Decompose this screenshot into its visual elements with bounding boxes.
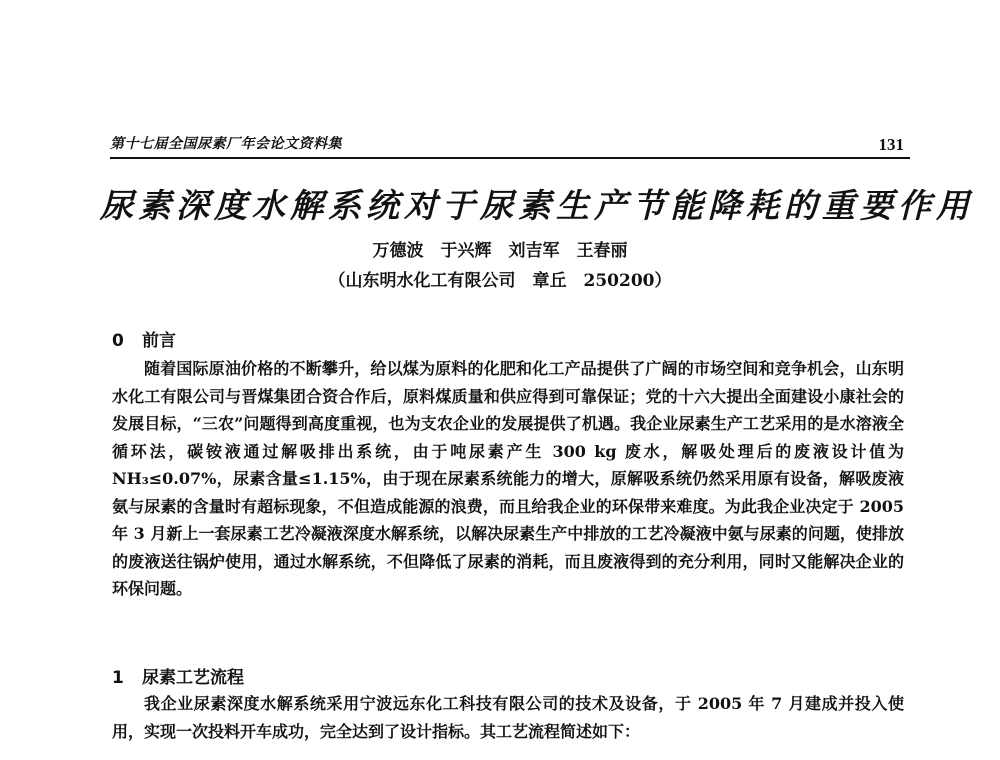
author-list: 万德波 于兴辉 刘吉军 王春丽 bbox=[372, 241, 628, 261]
paper-title: 尿素深度水解系统对于尿素生产节能降耗的重要作用 bbox=[100, 186, 974, 225]
section-title: 尿素工艺流程 bbox=[142, 668, 244, 688]
affiliation: （山东明水化工有限公司 章丘 250200） bbox=[328, 271, 672, 291]
section-number: 0 bbox=[112, 331, 124, 351]
body-paragraph-preface: 随着国际原油价格的不断攀升，给以煤为原料的化肥和化工产品提供了广阔的市场空间和竞争机会，山东明水化工有限公司与晋煤集团合资合作后，原料煤质量和供应得到可靠保证；党的十六大提出全面建设小康社会的发展目标，“三农”问题得到高度重视，也为支农企业的发展提供了机遇。我企业尿素生产工艺采用的是水溶液全循环法，碳铵液通过解吸排出系统，由于吨尿素产生 300 kg 废水，解吸处理后的废液设计值为 NH₃≤0.07%，尿素含量≤1.15%，由于现在尿素系统能力的增大，原解吸系统仍然采用原有设备，解吸废液氨与尿素的含量时有超标现象，不但造成能源的浪费，而且给我企业的环保带来难度。为此我企业决定于 2005 年 3 月新上一套尿素工艺冷凝液深度水解系统，以解决尿素生产中排放的工艺冷凝液中氨与尿素的问题，使排放的废液送往锅炉使用，通过水解系统，不但降低了尿素的消耗，而且废液得到的充分利用，同时又能解决企业的环保问题。 bbox=[112, 359, 904, 598]
section-title: 前言 bbox=[142, 331, 176, 351]
journal-name: 第十七届全国尿素厂年会论文资料集 bbox=[110, 136, 342, 152]
running-header bbox=[110, 131, 910, 159]
section-number: 1 bbox=[112, 668, 124, 688]
section-heading-process bbox=[112, 663, 244, 688]
section-heading-preface bbox=[112, 326, 176, 351]
body-paragraph-process: 我企业尿素深度水解系统采用宁波远东化工科技有限公司的技术及设备，于 2005 年 7 月建成并投入使用，实现一次投料开车成功，完全达到了设计指标。其工艺流程简述如下： bbox=[112, 694, 904, 741]
page-number: 131 bbox=[878, 135, 904, 154]
